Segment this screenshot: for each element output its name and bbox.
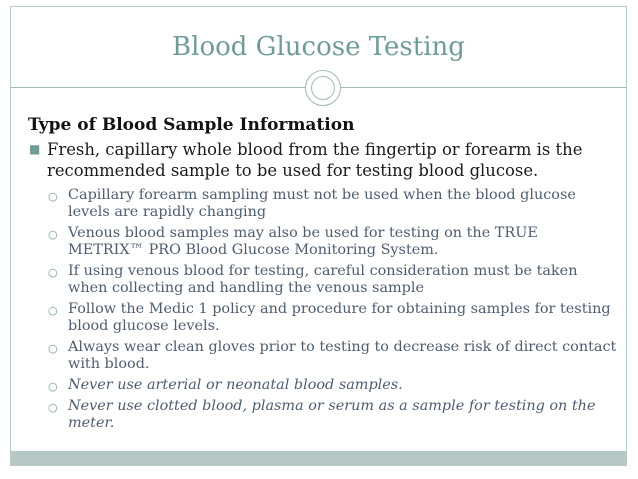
sub-bullet-item [28,377,618,394]
sub-bullet-item [28,263,618,297]
sub-bullet-text: Never use arterial or neonatal blood samples. [68,377,403,393]
slide-body [28,115,618,436]
sub-bullet-text: Venous blood samples may also be used for testing on the TRUE METRIX™ PRO Blood Glucose Monitoring System. [68,225,538,258]
sub-bullet-text: Capillary forearm sampling must not be used when the blood glucose levels are rapidly changing [68,187,576,220]
slide-title: Blood Glucose Testing [172,32,465,62]
sub-bullet-item [28,187,618,221]
sub-bullet-list [28,187,618,432]
circle-bullet-icon: ○ [48,190,58,203]
sub-bullet-text: Never use clotted blood, plasma or serum as a sample for testing on the meter. [68,398,596,431]
sub-bullet-text: Follow the Medic 1 policy and procedure for obtaining samples for testing blood glucose levels. [68,301,611,334]
circle-bullet-icon: ○ [48,401,58,414]
main-bullet-text: Fresh, capillary whole blood from the fingertip or forearm is the recommended sample to be used for testing blood glucose. [47,140,583,180]
sub-bullet-item [28,339,618,373]
divider-circle-inner [311,76,335,100]
sub-bullet-item [28,225,618,259]
sub-bullet-text: If using venous blood for testing, careful consideration must be taken when collecting and handling the venous sample [68,263,578,296]
sub-bullet-text: Always wear clean gloves prior to testing to decrease risk of direct contact with blood. [68,339,617,372]
sub-bullet-item [28,398,618,432]
circle-bullet-icon: ○ [48,304,58,317]
divider-circle-ornament [305,70,341,106]
circle-bullet-icon: ○ [48,266,58,279]
circle-bullet-icon: ○ [48,342,58,355]
slide [10,6,627,466]
square-bullet-icon: ■ [29,142,41,156]
main-bullet [28,139,618,181]
footer-bar [11,451,626,465]
section-heading: Type of Blood Sample Information [28,115,355,135]
circle-bullet-icon: ○ [48,380,58,393]
sub-bullet-item [28,301,618,335]
circle-bullet-icon: ○ [48,228,58,241]
